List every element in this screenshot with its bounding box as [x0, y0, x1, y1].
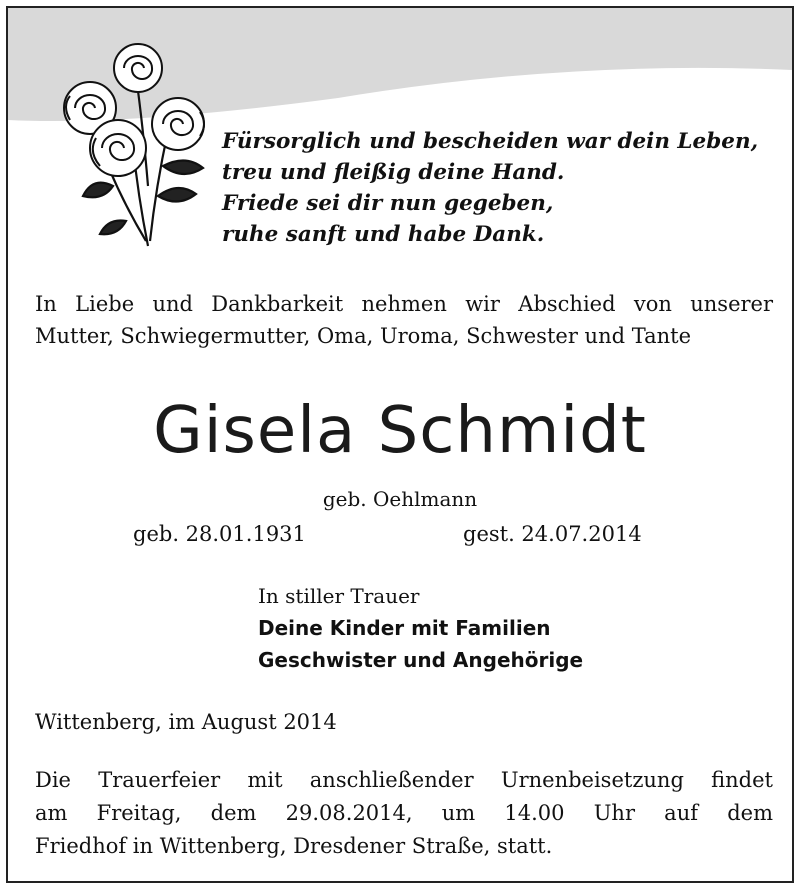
- poem-line: ruhe sanft und habe Dank.: [222, 222, 545, 247]
- funeral-line: am Freitag, dem 29.08.2014, um 14.00 Uhr auf dem: [35, 801, 773, 825]
- mourners-group: Deine Kinder mit Familien: [258, 616, 551, 640]
- mourners-intro: In stiller Trauer: [258, 584, 420, 608]
- roses-bouquet-icon: [38, 36, 228, 256]
- birth-date: geb. 28.01.1931: [133, 522, 306, 546]
- poem-line: treu und fleißig deine Hand.: [222, 160, 565, 185]
- poem-line: Friede sei dir nun gegeben,: [222, 191, 554, 216]
- funeral-line: Die Trauerfeier mit anschließender Urnenbeisetzung findet: [35, 768, 773, 792]
- place-date: Wittenberg, im August 2014: [35, 710, 337, 734]
- intro-line: Mutter, Schwiegermutter, Oma, Uroma, Schwester und Tante: [35, 324, 691, 348]
- funeral-notice: [35, 764, 773, 863]
- poem: [222, 126, 782, 250]
- intro-line: In Liebe und Dankbarkeit nehmen wir Abschied von unserer: [35, 292, 773, 316]
- obituary-card: [6, 6, 794, 883]
- mourners: [258, 580, 583, 676]
- funeral-line: Friedhof in Wittenberg, Dresdener Straße, statt.: [35, 834, 553, 858]
- birth-name: geb. Oehlmann: [322, 487, 478, 511]
- intro-text: [35, 288, 773, 352]
- poem-line: Fürsorglich und bescheiden war dein Leben,: [222, 129, 759, 154]
- deceased-name: Gisela Schmidt: [153, 394, 647, 468]
- mourners-group: Geschwister und Angehörige: [258, 648, 584, 672]
- death-date: gest. 24.07.2014: [463, 522, 642, 546]
